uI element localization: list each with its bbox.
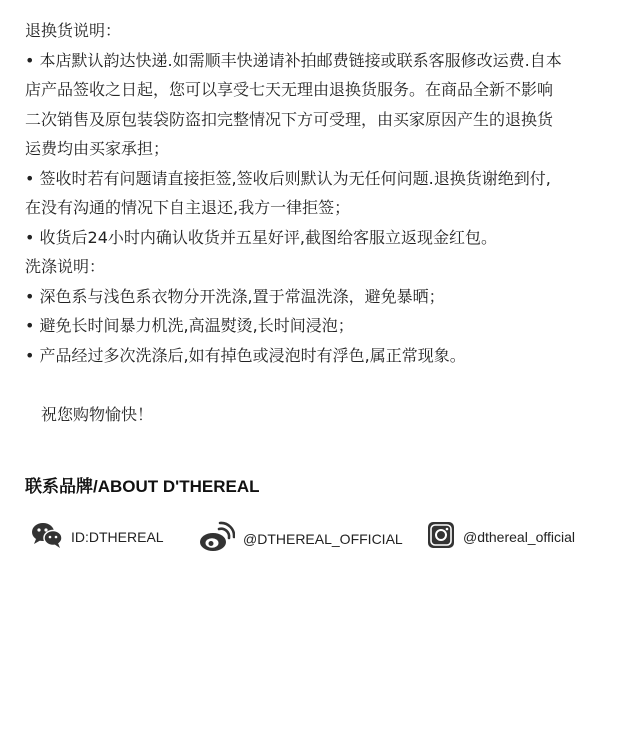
- wechat-id: ID:DTHEREAL: [71, 528, 164, 545]
- returns-line: 运费均由买家承担；: [25, 139, 170, 158]
- returns-line: 在没有沟通的情况下自主退还,我方一律拒签；: [25, 198, 351, 217]
- returns-line: 二次销售及原包装袋防盗扣完整情况下方可受理，由买家原因产生的退换货: [25, 109, 554, 129]
- washing-title: 洗涤说明：: [25, 257, 106, 276]
- instagram-contact: [427, 521, 575, 552]
- instagram-handle: @dthereal_official: [463, 528, 576, 545]
- washing-line: • 避免长时间暴力机洗,高温熨烫,长时间浸泡；: [25, 316, 354, 335]
- spacer: [25, 370, 595, 400]
- weibo-handle: @DTHEREAL_OFFICIAL: [243, 530, 403, 547]
- wechat-contact: [31, 521, 164, 552]
- returns-title: 退换货说明：: [25, 21, 122, 40]
- washing-line: • 深色系与浅色系衣物分开洗涤,置于常温洗涤，避免暴晒；: [25, 286, 445, 306]
- washing-line: • 产品经过多次洗涤后,如有掉色或浸泡时有浮色,属正常现象。: [25, 345, 466, 365]
- returns-line: 店产品签收之日起，您可以享受七天无理由退换货服务。在商品全新不影响: [25, 80, 554, 99]
- policy-content: [25, 16, 595, 429]
- brand-title: 联系品牌/ABOUT D'THEREAL: [25, 477, 260, 496]
- weibo-contact: [199, 521, 403, 556]
- wechat-icon: [31, 521, 63, 552]
- returns-line: • 本店默认韵达快递.如需顺丰快递请补拍邮费链接或联系客服修改运费.自本: [25, 50, 562, 70]
- closing-text: 祝您购物愉快！: [41, 404, 154, 424]
- returns-line: • 收货后24小时内确认收货并五星好评,截图给客服立返现金红包。: [25, 227, 497, 247]
- returns-line: • 签收时若有问题请直接拒签,签收后则默认为无任何问题.退换货谢绝到付,: [25, 168, 551, 188]
- instagram-icon: [427, 521, 455, 552]
- weibo-icon: [199, 521, 235, 556]
